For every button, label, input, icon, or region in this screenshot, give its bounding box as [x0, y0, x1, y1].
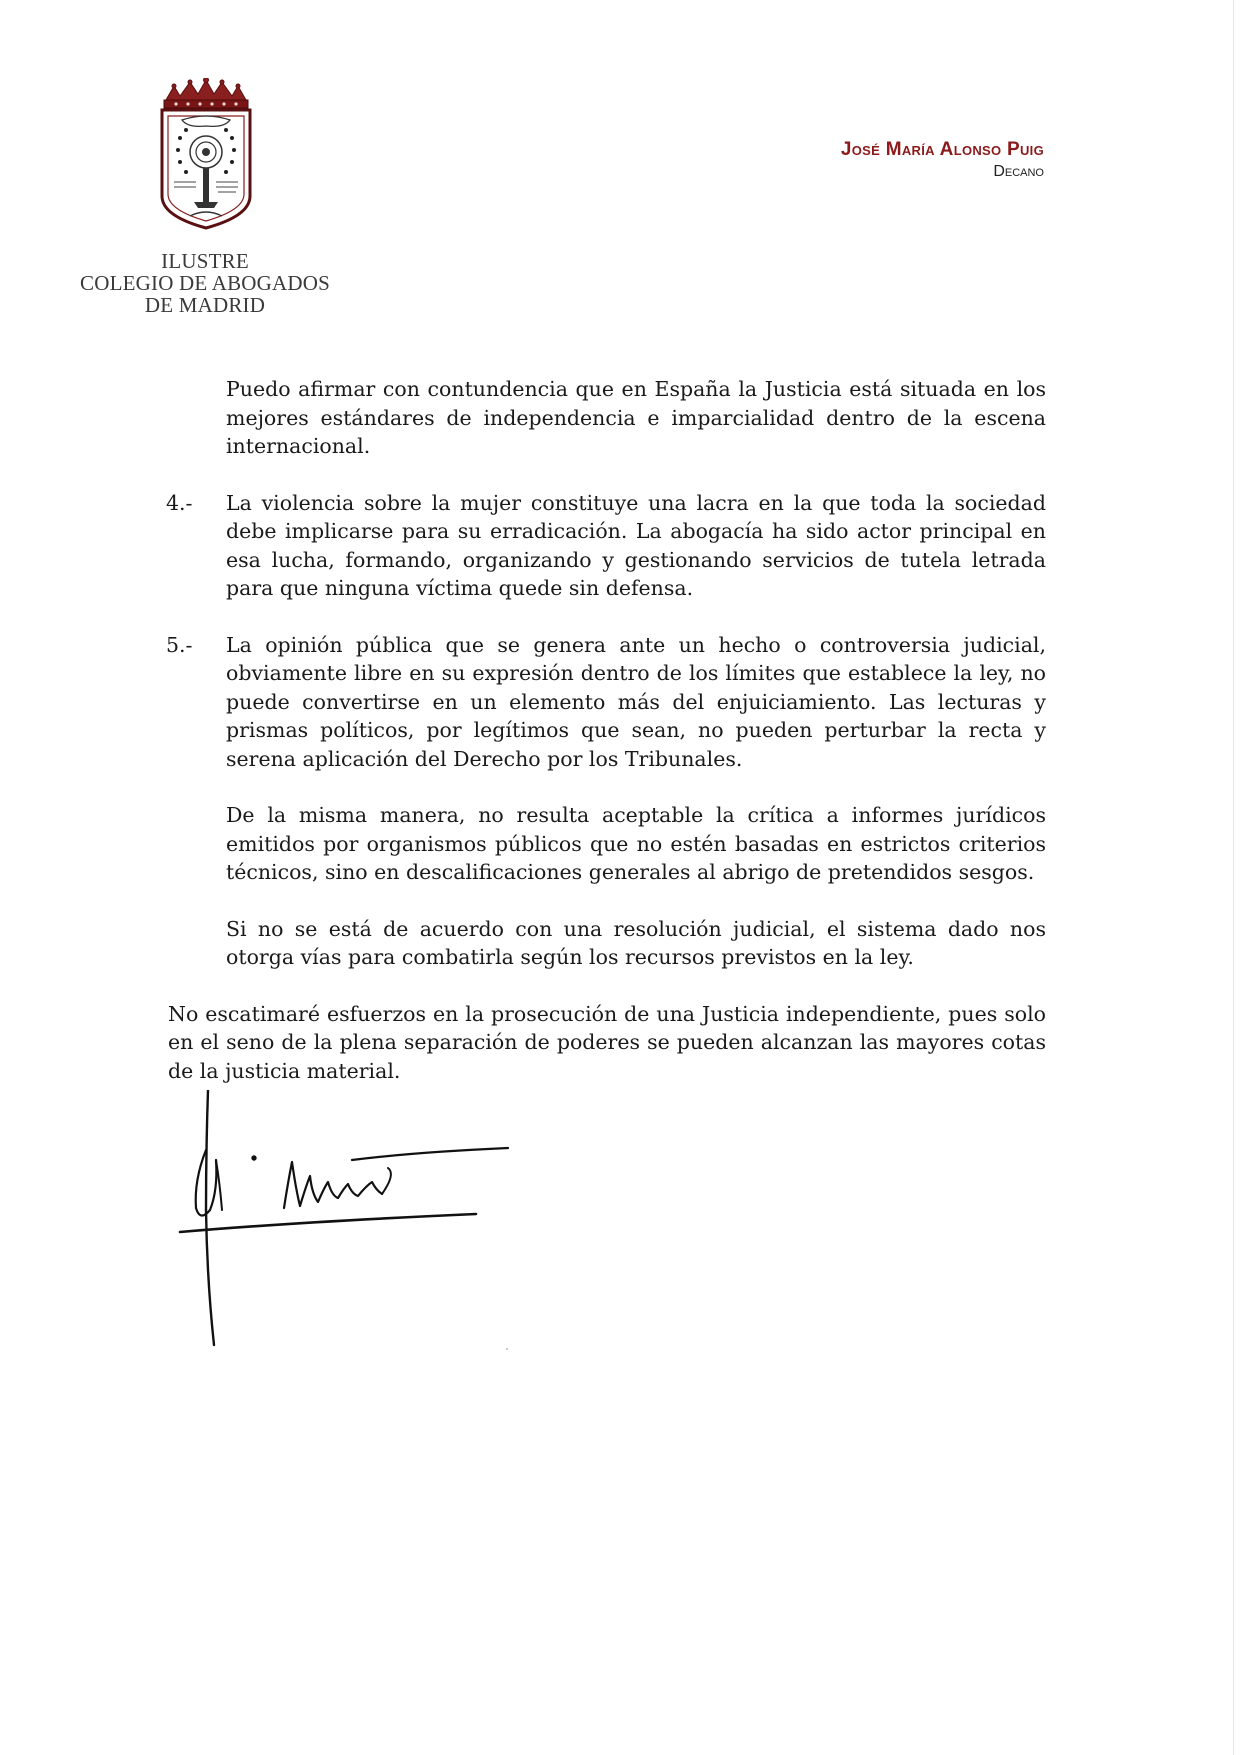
follow-paragraph: Si no se está de acuerdo con una resolución judicial, el sistema dado nos otorga vías para combatirla según los recursos previstos en la ley. — [226, 916, 1046, 969]
follow-paragraph: De la misma manera, no resulta aceptable la crítica a informes jurídicos emitidos por organismos públicos que no estén basadas en estrictos criterios técnicos, sino en descalificaciones generales al abrigo de pretendidos sesgos. — [226, 803, 1046, 884]
letter-body — [0, 375, 1240, 1113]
item-text: La violencia sobre la mujer constituye una lacra en la que toda la sociedad debe implicarse para su erradicación. La abogacía ha sido actor principal en esa lucha, formando, organizando y gestionando servicios de tutela letrada para que ninguna víctima quede sin defensa. — [226, 490, 1046, 600]
dean-block — [841, 138, 1044, 182]
numbered-item — [0, 631, 1240, 774]
college-name-line-2: COLEGIO DE ABOGADOS — [80, 271, 330, 295]
closing-paragraph: No escatimaré esfuerzos en la prosecución de una Justicia independiente, pues solo en el seno de la plena separación de poderes se pueden alcanzan las mayores cotas de la justicia material. — [168, 1001, 1046, 1083]
scan-speck — [506, 1348, 508, 1350]
dean-title: Decano — [993, 163, 1044, 180]
item-number: 5.- — [166, 632, 193, 657]
numbered-item — [0, 489, 1240, 603]
dean-name: José María Alonso Puig — [840, 139, 1044, 160]
item-number: 4.- — [166, 490, 193, 515]
item-text: La opinión pública que se genera ante un hecho o controversia judicial, obviamente libre en su expresión dentro de los límites que establece la ley, no puede convertirse en un elemento más del enjuiciamiento. Las lecturas y prismas políticos, por legítimos que sean, no pueden perturbar la recta y serena aplicación del Derecho por los Tribunales. — [226, 632, 1046, 771]
college-name — [60, 250, 350, 316]
handwritten-signature-icon — [176, 1090, 516, 1355]
intro-paragraph: Puedo afirmar con contundencia que en España la Justicia está situada en los mejores estándares de independencia e imparcialidad dentro de la escena internacional. — [226, 377, 1046, 458]
college-name-line-1: ILUSTRE — [161, 249, 249, 273]
college-crest-icon — [156, 78, 256, 234]
college-name-line-3: DE MADRID — [144, 293, 266, 317]
